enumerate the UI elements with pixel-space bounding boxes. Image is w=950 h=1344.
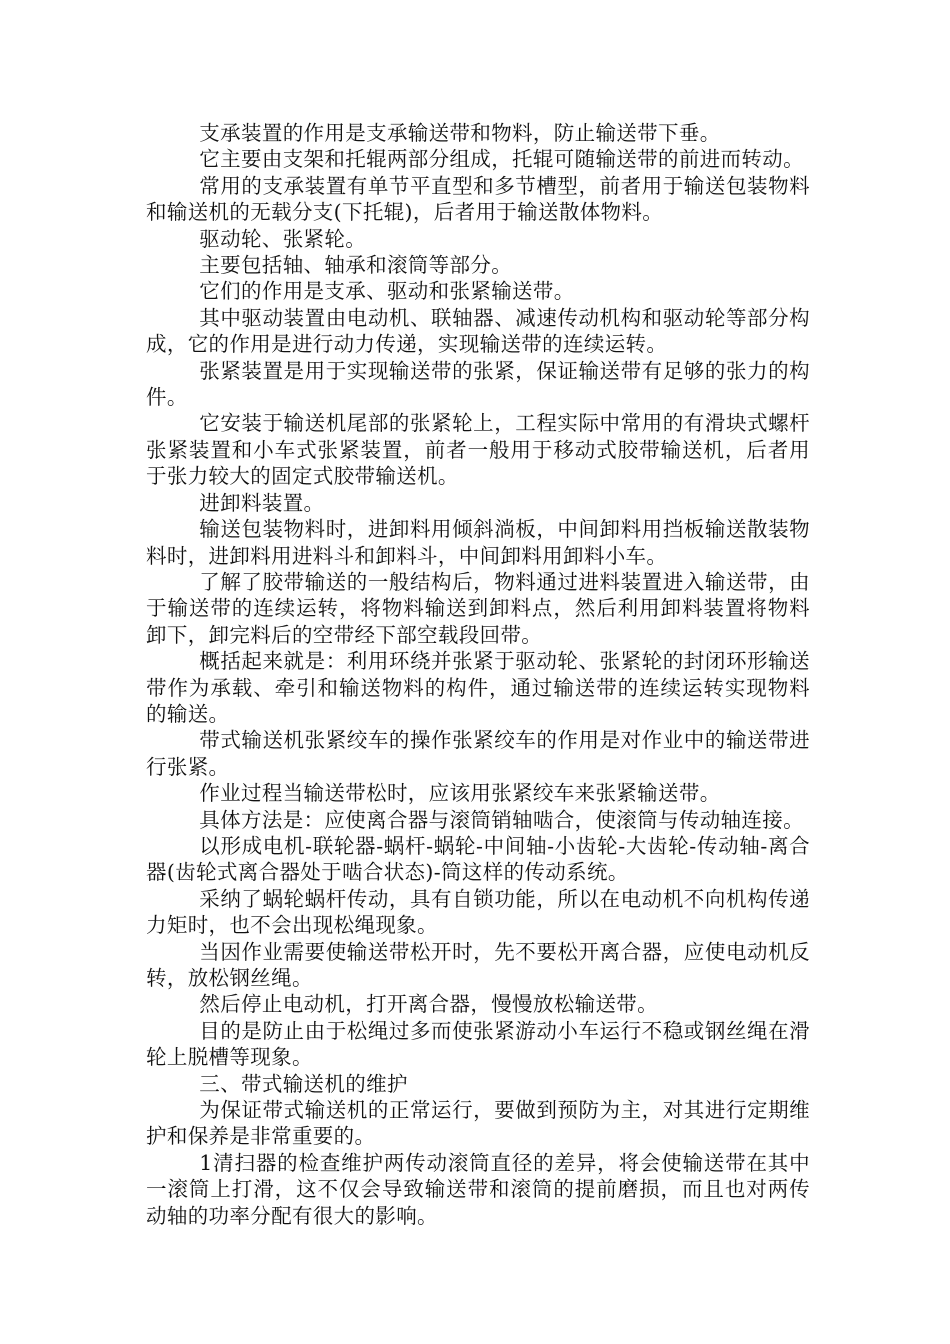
paragraph: 主要包括轴、轴承和滚筒等部分。 xyxy=(199,253,513,278)
paragraph: 进卸料装置。 xyxy=(199,490,325,515)
paragraph: 作业过程当输送带松时，应该用张紧绞车来张紧输送带。 xyxy=(199,781,721,806)
paragraph: 支承装置的作用是支承输送带和物料，防止输送带下垂。 xyxy=(199,121,721,145)
paragraph: 以形成电机-联轮器-蜗杆-蜗轮-中间轴-小齿轮-大齿轮-传动轴-离合器(齿轮式离合器处于啮合状态)-筒这样的传动系统。 xyxy=(146,833,810,885)
paragraph: 采纳了蜗轮蜗杆传动，具有自锁功能，所以在电动机不向机构传递力矩时，也不会出现松绳现象。 xyxy=(146,886,810,938)
paragraph: 概括起来就是：利用环绕并张紧于驱动轮、张紧轮的封闭环形输送带作为承载、牵引和输送物料的构件，通过输送带的连续运转实现物料的输送。 xyxy=(146,649,810,726)
paragraph: 为保证带式输送机的正常运行，要做到预防为主，对其进行定期维护和保养是非常重要的。 xyxy=(146,1098,810,1149)
paragraph: 目的是防止由于松绳过多而使张紧游动小车运行不稳或钢丝绳在滑轮上脱槽等现象。 xyxy=(146,1018,810,1070)
paragraph: 当因作业需要使输送带松开时，先不要松开离合器，应使电动机反转，放松钢丝绳。 xyxy=(146,939,810,990)
paragraph: 驱动轮、张紧轮。 xyxy=(199,226,367,251)
paragraph: 张紧装置是用于实现输送带的张紧，保证输送带有足够的张力的构件。 xyxy=(146,358,810,410)
paragraph: 其中驱动装置由电动机、联轴器、减速传动机构和驱动轮等部分构成，它的作用是进行动力传递，实现输送带的连续运转。 xyxy=(146,305,810,357)
paragraph: 输送包装物料时，进卸料用倾斜淌板，中间卸料用挡板输送散装物料时，进卸料用进料斗和卸料斗，中间卸料用卸料小车。 xyxy=(146,517,810,568)
paragraph: 1清扫器的检查维护两传动滚筒直径的差异，将会使输送带在其中一滚筒上打滑，这不仅会导致输送带和滚筒的提前磨损，而且也对两传动轴的功率分配有很大的影响。 xyxy=(146,1150,810,1228)
document-body xyxy=(146,120,810,1229)
paragraph: 它主要由支架和托辊两部分组成，托辊可随输送带的前进而转动。 xyxy=(199,147,804,172)
paragraph: 它安装于输送机尾部的张紧轮上，工程实际中常用的有滑块式螺杆张紧装置和小车式张紧装置，前者一般用于移动式胶带输送机，后者用于张力较大的固定式胶带输送机。 xyxy=(146,411,810,489)
paragraph: 了解了胶带输送的一般结构后，物料通过进料装置进入输送带，由于输送带的连续运转，将物料输送到卸料点，然后利用卸料装置将物料卸下，卸完料后的空带经下部空载段回带。 xyxy=(146,569,810,647)
paragraph: 然后停止电动机，打开离合器，慢慢放松输送带。 xyxy=(199,992,658,1017)
paragraph: 常用的支承装置有单节平直型和多节槽型，前者用于输送包装物料和输送机的无载分支(下托辊)，后者用于输送散体物料。 xyxy=(146,173,810,225)
paragraph: 具体方法是：应使离合器与滚筒销轴啮合，使滚筒与传动轴连接。 xyxy=(199,807,804,832)
paragraph: 它们的作用是支承、驱动和张紧输送带。 xyxy=(199,279,575,304)
section-heading: 三、带式输送机的维护 xyxy=(199,1071,408,1096)
paragraph: 带式输送机张紧绞车的操作张紧绞车的作用是对作业中的输送带进行张紧。 xyxy=(146,728,810,779)
